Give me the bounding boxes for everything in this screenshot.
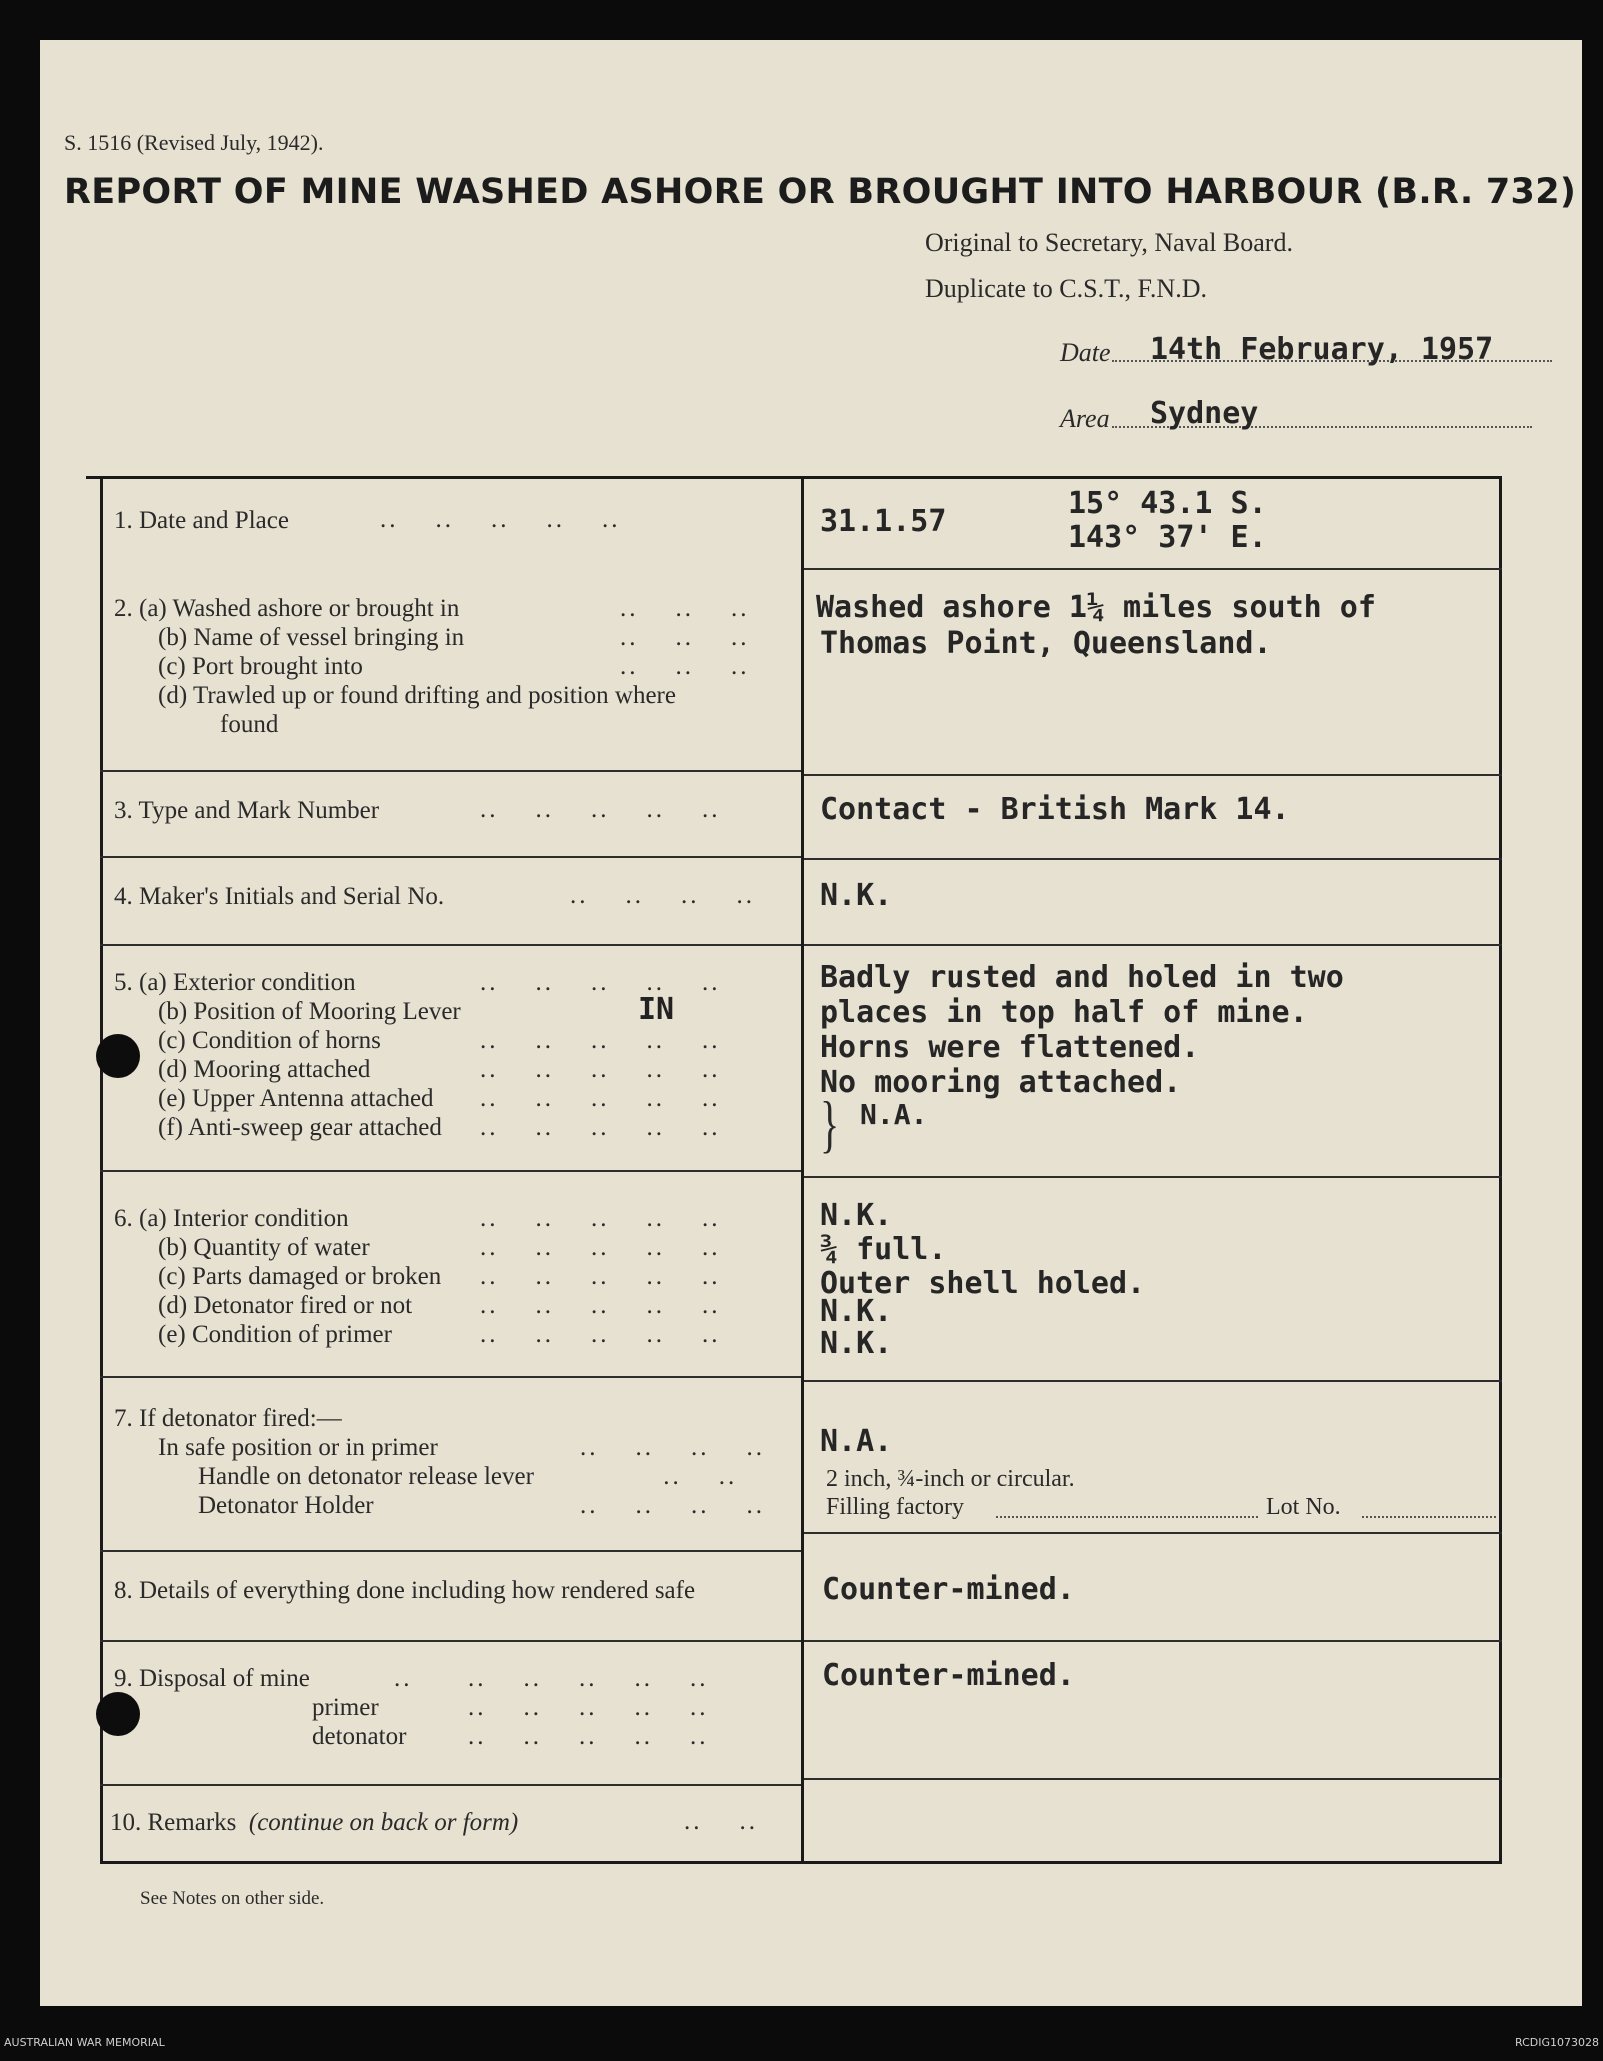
row-divider (804, 1380, 1502, 1382)
row7-printed-sizes: 2 inch, ¾-inch or circular. (826, 1466, 1075, 1492)
date-label: Date (1060, 338, 1111, 367)
row9-label-detonator: detonator (312, 1723, 407, 1750)
row7-label-main: 7. If detonator fired:— (114, 1405, 342, 1432)
original-to: Original to Secretary, Naval Board. (925, 228, 1293, 257)
table-column-divider (801, 478, 804, 1864)
leader-dots: .. .. .. .. .. .. .. .. .. .. .. .. .. .. .. .. .. .. .. .. .. .. .. .. .. (480, 969, 721, 1141)
leader-dots: .. .. (684, 1808, 758, 1835)
duplicate-to: Duplicate to C.S.T., F.N.D. (925, 274, 1207, 303)
form-title: REPORT OF MINE WASHED ASHORE OR BROUGHT INTO HARBOUR (B.R. 732) (64, 172, 1577, 212)
row8-value: Counter-mined. (822, 1572, 1075, 1607)
row7-label-a: In safe position or in primer (158, 1434, 438, 1461)
row-divider (804, 1778, 1502, 1780)
leader-dots: .. .. .. .. (570, 882, 755, 909)
row-divider (804, 1640, 1502, 1642)
row-divider (804, 1176, 1502, 1178)
leader-dots: .. .. .. .. .. (380, 506, 621, 533)
row-divider (804, 774, 1502, 776)
row9-label-primer: primer (312, 1694, 379, 1721)
row4-label: 4. Maker's Initials and Serial No. (114, 883, 445, 910)
row6-label-c: (c) Parts damaged or broken (158, 1263, 442, 1290)
row10-label (110, 1808, 518, 1837)
row2-value-line2: Thomas Point, Queensland. (820, 626, 1272, 661)
leader-dots: .. .. .. .. .. (480, 796, 721, 823)
row6-value-c: Outer shell holed. (820, 1266, 1146, 1301)
date-value: 14th February, 1957 (1150, 332, 1494, 367)
row1-longitude: 143° 37' E. (1068, 520, 1267, 555)
row7-label-c: Detonator Holder (198, 1492, 374, 1519)
row9-value: Counter-mined. (822, 1658, 1075, 1693)
row2-label-b: (b) Name of vessel bringing in (158, 624, 465, 651)
archive-id: RCDIG1073028 (1514, 2036, 1599, 2049)
row-divider (100, 770, 801, 772)
archive-name: AUSTRALIAN WAR MEMORIAL (4, 2036, 165, 2049)
row4-value: N.K. (820, 878, 893, 913)
row9-label: 9. Disposal of mine (114, 1665, 310, 1692)
row5-label-d: (d) Mooring attached (158, 1056, 371, 1083)
row10-label-text: 10. Remarks (110, 1809, 237, 1836)
row8-label: 8. Details of everything done including how rendered safe (114, 1577, 696, 1604)
area-label: Area (1060, 404, 1110, 433)
leader-dots: .. .. .. .. .. .. .. .. .. .. .. .. .. .. .. .. (394, 1665, 709, 1750)
row2-label-d2: found (220, 711, 279, 738)
row7-label-b: Handle on detonator release lever (198, 1463, 534, 1490)
row5-brace: } (820, 1087, 840, 1160)
row6-value-b: ¾ full. (820, 1232, 947, 1267)
row1-latitude: 15° 43.1 S. (1068, 486, 1267, 521)
area-value: Sydney (1150, 396, 1259, 431)
row5-value-d: No mooring attached. (820, 1065, 1182, 1100)
row-divider (804, 1532, 1502, 1534)
punch-hole (96, 1692, 140, 1736)
row6-value-a: N.K. (820, 1198, 893, 1233)
row-divider (804, 858, 1502, 860)
row-divider (100, 856, 801, 858)
row5-value-c: Horns were flattened. (820, 1030, 1200, 1065)
filling-factory-field (996, 1516, 1258, 1518)
row-divider (100, 1640, 801, 1642)
row3-label: 3. Type and Mark Number (114, 797, 380, 824)
row6-label-e: (e) Condition of primer (158, 1321, 392, 1348)
row1-label: 1. Date and Place (114, 507, 289, 534)
row-divider (804, 568, 1502, 570)
row2-label-c: (c) Port brought into (158, 653, 363, 680)
row5-value-ef: N.A. (860, 1098, 928, 1131)
row7-value: N.A. (820, 1424, 893, 1459)
row6-label-d: (d) Detonator fired or not (158, 1292, 413, 1319)
row5-label-e: (e) Upper Antenna attached (158, 1085, 434, 1112)
row2-value-line1: Washed ashore 1¼ miles south of (816, 590, 1376, 625)
row10-label-italic: (continue on back or form) (248, 1809, 519, 1836)
row-divider (100, 1550, 801, 1552)
row2-label-a: 2. (a) Washed ashore or brought in (114, 595, 460, 622)
row5-handwritten-in: IN (638, 992, 675, 1027)
row5-label-a: 5. (a) Exterior condition (114, 969, 356, 996)
leader-dots: .. .. .. .. .. .. .. .. .. (620, 595, 750, 680)
row6-label-b: (b) Quantity of water (158, 1234, 370, 1261)
row7-lot-label: Lot No. (1266, 1494, 1341, 1520)
row-divider (100, 1170, 801, 1172)
row-divider (100, 1376, 801, 1378)
row6-value-e: N.K. (820, 1326, 893, 1361)
punch-hole (96, 1034, 140, 1078)
row-divider (804, 944, 1502, 946)
row6-label-a: 6. (a) Interior condition (114, 1205, 349, 1232)
row7-filling-factory-label: Filling factory (826, 1494, 964, 1520)
row-divider (100, 1784, 801, 1786)
row5-value-b: places in top half of mine. (820, 995, 1308, 1030)
row-divider (100, 944, 801, 946)
row5-label-c: (c) Condition of horns (158, 1027, 381, 1054)
form-number: S. 1516 (Revised July, 1942). (64, 130, 324, 155)
row5-label-b: (b) Position of Mooring Lever (158, 998, 461, 1025)
row3-value: Contact - British Mark 14. (820, 792, 1290, 827)
row2-label-d: (d) Trawled up or found drifting and position where (158, 682, 676, 709)
leader-dots: .. .. .. .. .. .. .. .. .. .. (580, 1434, 765, 1519)
row5-label-f: (f) Anti-sweep gear attached (158, 1114, 442, 1141)
lot-number-field (1362, 1516, 1496, 1518)
row1-date: 31.1.57 (820, 504, 947, 539)
row5-value-a: Badly rusted and holed in two (820, 960, 1344, 995)
leader-dots: .. .. .. .. .. .. .. .. .. .. .. .. .. .. .. .. .. .. .. .. .. .. .. .. .. (480, 1205, 721, 1348)
row6-value-d: N.K. (820, 1294, 893, 1329)
footnote: See Notes on other side. (140, 1888, 325, 1909)
